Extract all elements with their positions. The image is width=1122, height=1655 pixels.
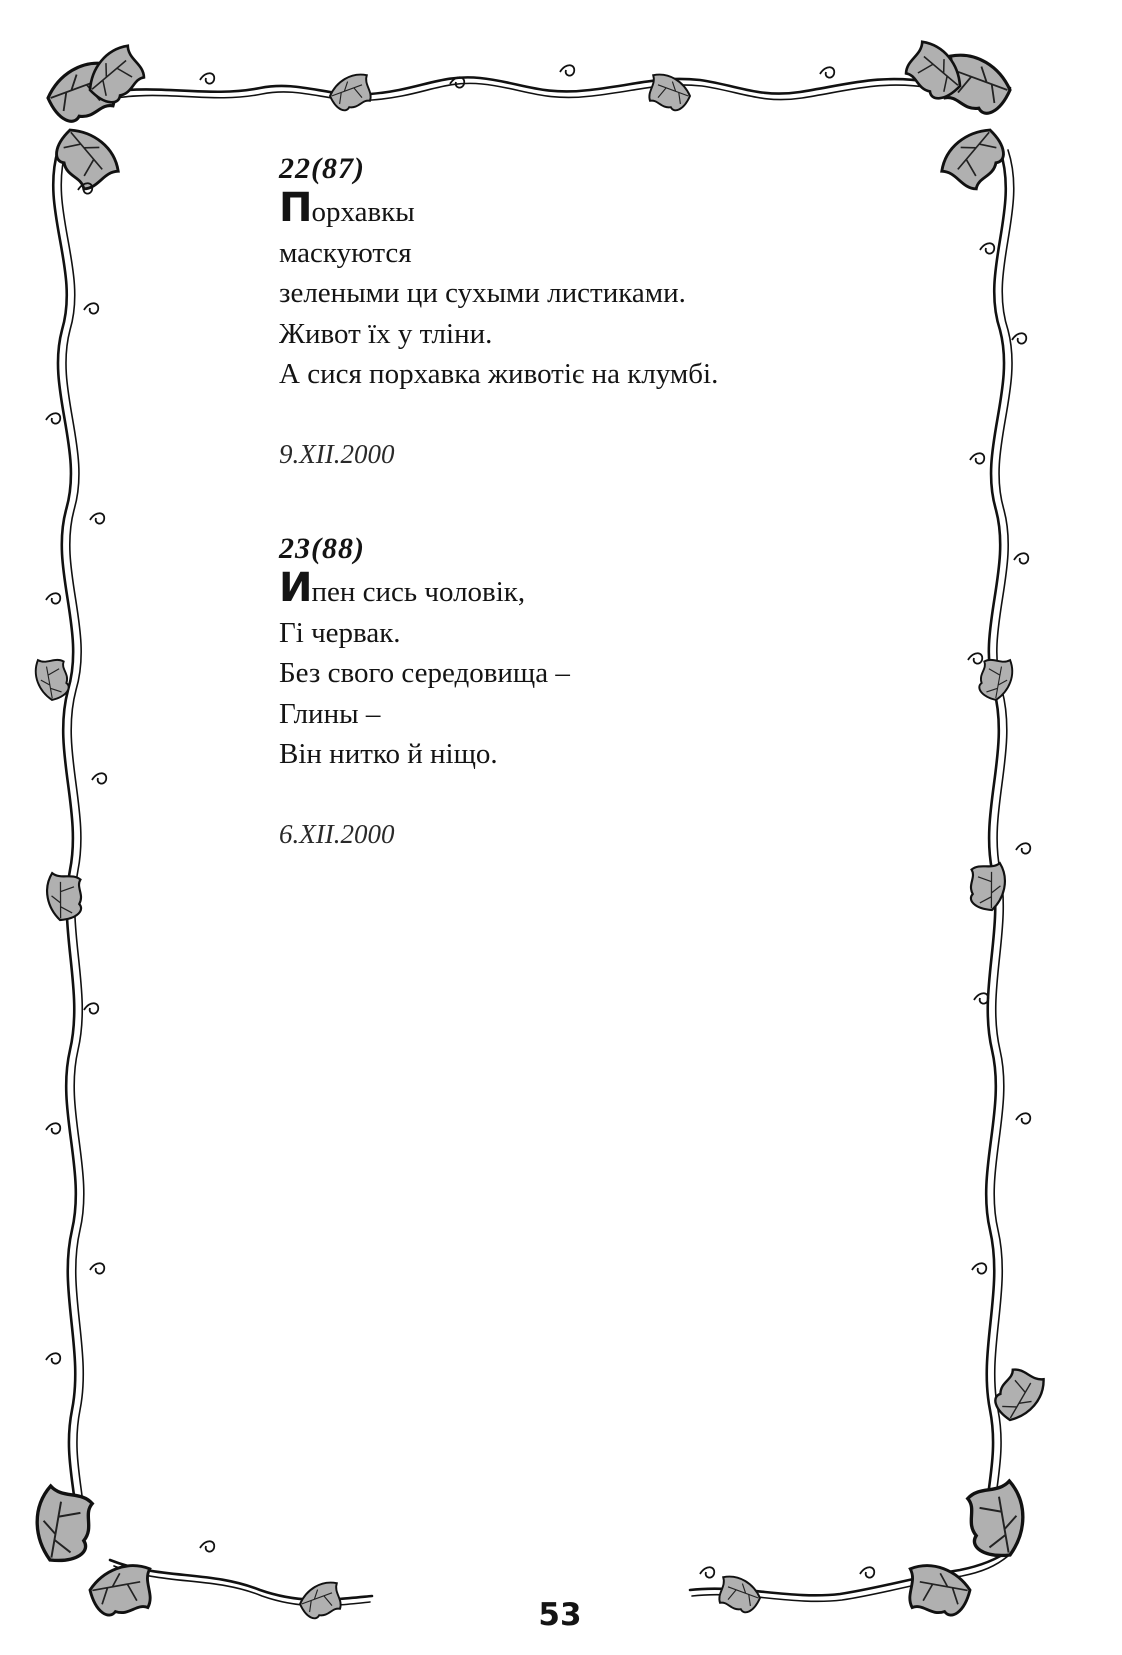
poem-number: 23(88) [279, 532, 365, 565]
first-line-text: пен сись чоловік, [311, 576, 526, 608]
poem-line: зелеными ци сухыми листиками. [279, 277, 686, 309]
drop-cap: П [279, 185, 312, 231]
poem-line: Гі червак. [279, 616, 401, 649]
page-number: 53 [538, 1597, 582, 1633]
poem-line: Глины – [279, 697, 381, 730]
poem-date: 6.XII.2000 [279, 818, 395, 849]
poem-line: Він нитко й ніщо. [279, 738, 498, 770]
first-line-text: орхавкы [311, 196, 415, 228]
poem-first-line [279, 565, 899, 613]
poem-number: 22(87) [279, 152, 365, 185]
poem-first-line [279, 185, 899, 233]
poem-date: 9.XII.2000 [279, 438, 395, 469]
poem-line: маскуются [279, 236, 412, 269]
drop-cap: И [279, 565, 312, 611]
poem-line: А сися порхавка животіє на клумбі. [279, 358, 719, 390]
poem-line: Без свого середовища – [279, 657, 570, 689]
poem-23 [279, 530, 899, 851]
poem-line: Живот їх у тліни. [279, 317, 493, 350]
poem-22 [279, 150, 899, 471]
